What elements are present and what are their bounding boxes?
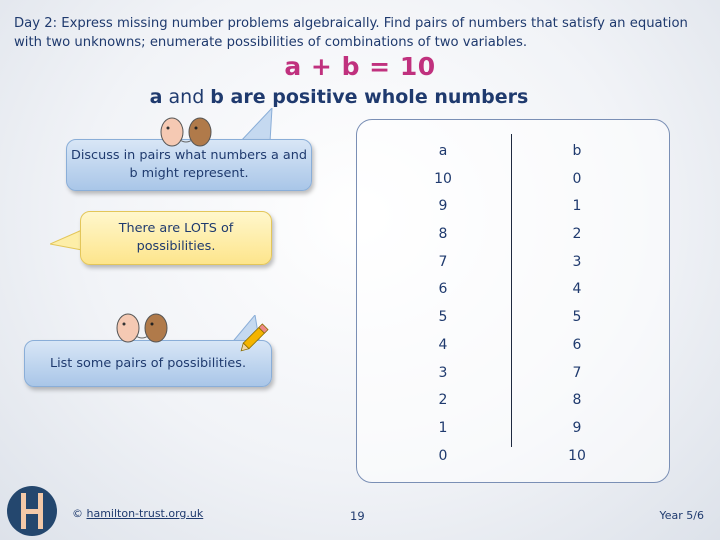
pairs-table bbox=[356, 119, 670, 483]
possibilities-bubble: There are LOTS of possibilities. bbox=[80, 211, 272, 265]
list-pairs-bubble: List some pairs of possibilities. bbox=[24, 340, 272, 387]
children-talking-icon bbox=[112, 312, 172, 346]
cell-b: 6 bbox=[572, 336, 582, 353]
cell-a: 9 bbox=[438, 198, 448, 215]
cell-b: 8 bbox=[572, 392, 582, 409]
cell-b: 2 bbox=[572, 226, 582, 243]
page-number: 19 bbox=[350, 509, 365, 523]
subtitle-b: b bbox=[210, 86, 224, 108]
cell-a: 3 bbox=[438, 364, 448, 381]
cell-b: 7 bbox=[572, 364, 582, 381]
year-label: Year 5/6 bbox=[659, 509, 704, 522]
cell-a: 6 bbox=[438, 281, 448, 298]
subtitle bbox=[0, 86, 678, 108]
cell-a: 8 bbox=[438, 226, 448, 243]
equation-title: a + b = 10 bbox=[284, 52, 436, 81]
hamilton-link[interactable]: hamilton-trust.org.uk bbox=[86, 507, 204, 520]
cell-a: 2 bbox=[438, 392, 448, 409]
cell-b: 3 bbox=[572, 253, 582, 270]
subtitle-a: a bbox=[149, 86, 163, 108]
cell-a: 0 bbox=[438, 447, 448, 464]
cell-b: 0 bbox=[572, 170, 582, 187]
children-talking-icon bbox=[156, 116, 216, 150]
subtitle-and: and bbox=[162, 86, 211, 108]
cell-a: 10 bbox=[434, 170, 452, 187]
table-divider bbox=[511, 134, 512, 447]
cell-b: 9 bbox=[572, 419, 582, 436]
pencil-icon bbox=[238, 318, 274, 354]
cell-b: 4 bbox=[572, 281, 582, 298]
cell-a: 5 bbox=[438, 309, 448, 326]
page-header: Day 2: Express missing number problems algebraically. Find pairs of numbers that satisfy an equation with two unknowns; enumerate possibilities of combinations of two variables. bbox=[14, 16, 688, 50]
column-a bbox=[423, 138, 463, 470]
hamilton-logo-icon bbox=[6, 483, 58, 539]
copyright-symbol: © bbox=[72, 507, 83, 520]
discuss-bubble: Discuss in pairs what numbers a and b might represent. bbox=[66, 139, 312, 191]
header-a: a bbox=[438, 143, 448, 159]
subtitle-rest: are positive whole numbers bbox=[223, 86, 529, 108]
cell-b: 10 bbox=[568, 447, 586, 464]
cell-a: 4 bbox=[438, 336, 448, 353]
cell-b: 5 bbox=[572, 309, 582, 326]
cell-a: 1 bbox=[438, 419, 448, 436]
copyright bbox=[72, 507, 203, 520]
cell-a: 7 bbox=[438, 253, 448, 270]
cell-b: 1 bbox=[572, 198, 582, 215]
header-b: b bbox=[572, 143, 582, 159]
column-b bbox=[557, 138, 597, 470]
